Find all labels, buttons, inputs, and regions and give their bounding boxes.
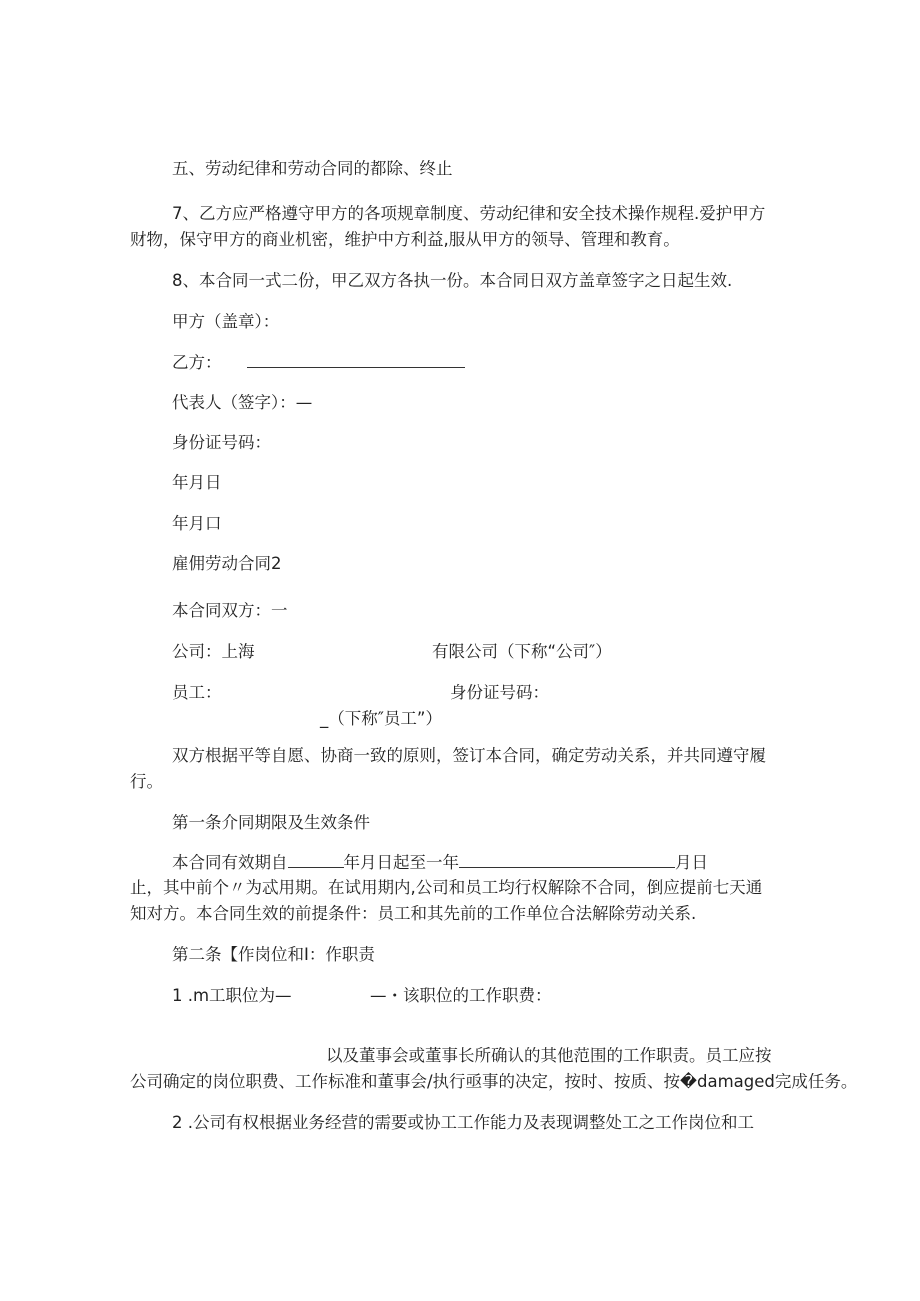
item-7-line-1: 7、乙方应严格遵守甲方的各项规章制度、劳动纪律和安全技术操作规程.爱护甲方 bbox=[172, 204, 766, 223]
article-1-line-3: 知对方。本合同生效的前提条件：员工和其先前的工作单位合法解除劳动关系. bbox=[130, 904, 697, 923]
principle-line-2: 行。 bbox=[130, 772, 163, 791]
article-2-item-2: 2 .公司有权根据业务经营的需要或协工工作能力及表现调整处工之工作岗位和工 bbox=[172, 1113, 754, 1132]
party-a-seal: 甲方（盖章）： bbox=[172, 312, 280, 331]
employee-label: 员工： bbox=[172, 683, 222, 702]
company-suffix: 有限公司（下称“公司″） bbox=[432, 642, 612, 661]
article-2-item-1-a: 1 .m工职位为— bbox=[172, 986, 292, 1005]
company-label: 公司：上海 bbox=[172, 642, 255, 661]
term-middle-label: 年月日起至一年 bbox=[343, 853, 459, 872]
parties-intro: 本合同双方：一 bbox=[172, 601, 288, 620]
employee-suffix: _（下称″员工”） bbox=[320, 709, 442, 728]
item-8: 8、本合同一式二份，甲乙双方各执一份。本合同日双方盖章签字之日起生效. bbox=[172, 271, 733, 290]
principle-line-1: 双方根据平等自愿、协商一致的原则，签订本合同，确定劳动关系，并共同遵守履 bbox=[172, 746, 766, 765]
duties-line-1: 以及董事会或董事长所确认的其他范围的工作职责。员工应按 bbox=[326, 1046, 772, 1065]
representative-signature: 代表人（签字）：— bbox=[172, 393, 313, 412]
term-end-blank bbox=[459, 851, 675, 868]
employee-id-label: 身份证号码： bbox=[450, 683, 549, 702]
term-start-blank bbox=[288, 851, 344, 868]
term-start-label: 本合同有效期自 bbox=[172, 853, 288, 872]
term-end-label: 月日 bbox=[675, 853, 708, 872]
party-b-blank bbox=[247, 351, 465, 368]
article-2-title: 第二条【作岗位和I：作职责 bbox=[172, 945, 375, 964]
article-2-item-1-b: —・该职位的工作职费： bbox=[370, 986, 552, 1005]
date-line-1: 年月日 bbox=[172, 473, 222, 492]
party-b-line bbox=[172, 351, 465, 374]
duties-line-2: 公司确定的岗位职费、工作标准和董事会/执行亟事的决定，按时、按质、按�damaged完成任务。 bbox=[130, 1072, 858, 1091]
article-1-line-2: 止，其中前个〃为忒用期。在试用期内,公司和员工均行权解除不合同，倒应提前七天通 bbox=[130, 878, 763, 897]
section-5-heading: 五、劳动纪律和劳动合同的都除、终止 bbox=[172, 159, 453, 178]
article-1-line-1 bbox=[172, 851, 708, 874]
date-line-2: 年月口 bbox=[172, 514, 222, 533]
contract-2-title: 雇佣劳动合同2 bbox=[172, 554, 282, 573]
party-b-label: 乙方： bbox=[172, 353, 222, 372]
item-7-line-2: 财物，保守甲方的商业机密，维护中方利益,服从甲方的领导、管理和教育。 bbox=[130, 230, 680, 249]
id-number-label: 身份证号码： bbox=[172, 433, 271, 452]
article-1-title: 第一条介同期限及生效条件 bbox=[172, 813, 370, 832]
